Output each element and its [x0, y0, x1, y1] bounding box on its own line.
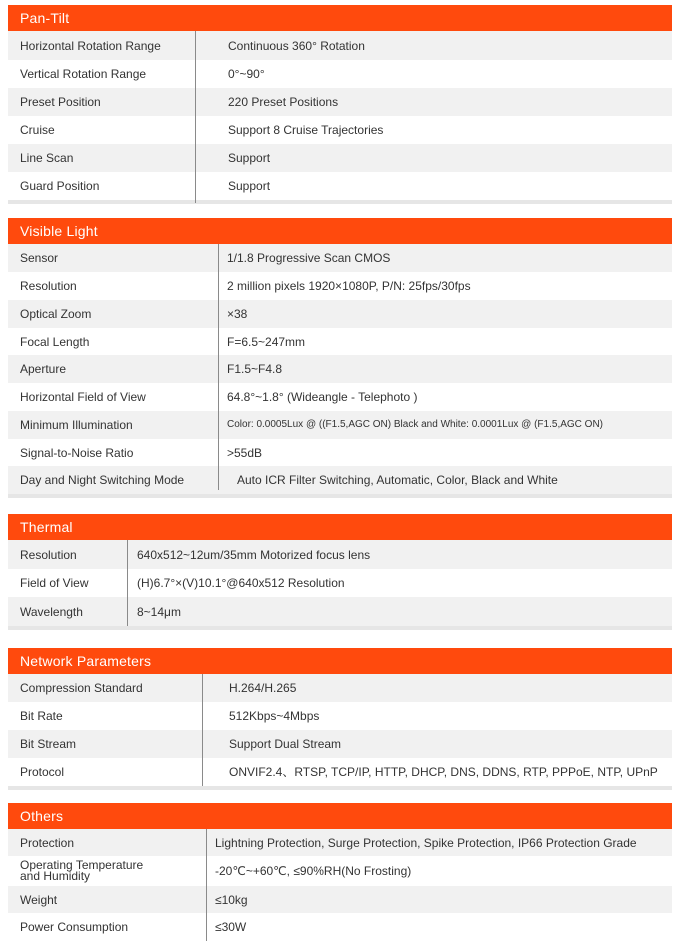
- section-pan-tilt: [8, 5, 672, 204]
- row-label: Compression Standard: [20, 681, 143, 695]
- row-label: Optical Zoom: [20, 307, 92, 321]
- row-label: Resolution: [20, 279, 77, 293]
- section-header: Pan-Tilt: [8, 5, 672, 31]
- row-label: Vertical Rotation Range: [20, 67, 147, 81]
- row-label: Protocol: [20, 765, 65, 779]
- section-footer-bar: [8, 786, 672, 790]
- column-divider: [202, 674, 203, 786]
- table-row: [8, 540, 672, 569]
- section-footer-bar: [8, 200, 672, 204]
- table-row: [8, 244, 672, 272]
- row-label: Aperture: [20, 362, 67, 376]
- row-label: Line Scan: [20, 151, 74, 165]
- row-label: Resolution: [20, 547, 77, 562]
- row-value: ×38: [227, 307, 248, 321]
- table-row: [8, 597, 672, 626]
- section-network-parameters: [8, 648, 672, 790]
- row-label: Horizontal Rotation Range: [20, 38, 161, 53]
- column-divider: [127, 540, 128, 626]
- table-row: [8, 856, 672, 886]
- row-label: Focal Length: [20, 334, 90, 349]
- row-value: 512Kbps~4Mbps: [229, 709, 320, 723]
- column-divider: [206, 829, 207, 941]
- table-row: [8, 31, 672, 60]
- row-value: 64.8°~1.8° (Wideangle - Telephoto ): [227, 390, 418, 404]
- table-row: [8, 758, 672, 786]
- table-row: [8, 383, 672, 411]
- row-label: Day and Night Switching Mode: [20, 473, 185, 487]
- table-row: [8, 569, 672, 597]
- row-value: F1.5~F4.8: [227, 362, 283, 376]
- table-row: [8, 439, 672, 466]
- row-value: Lightning Protection, Surge Protection, Spike Protection, IP66 Protection Grade: [215, 835, 637, 850]
- section-footer-bar: [8, 626, 672, 630]
- row-label: Horizontal Field of View: [20, 390, 146, 404]
- row-label: Bit Rate: [20, 709, 63, 723]
- section-header: Visible Light: [8, 218, 672, 244]
- table-row: [8, 300, 672, 328]
- row-label: Weight: [20, 892, 58, 907]
- table-row: [8, 702, 672, 730]
- section-header: Network Parameters: [8, 648, 672, 674]
- table-row: [8, 355, 672, 383]
- row-value: ≤10kg: [215, 892, 248, 907]
- section-others: [8, 803, 672, 941]
- row-value: 1/1.8 Progressive Scan CMOS: [227, 251, 391, 265]
- row-value: Support: [228, 151, 271, 165]
- row-label: Guard Position: [20, 179, 100, 193]
- section-visible-light: [8, 218, 672, 498]
- row-label: Signal-to-Noise Ratio: [20, 445, 134, 460]
- row-value: F=6.5~247mm: [227, 334, 306, 349]
- table-row: [8, 886, 672, 913]
- table-row: [8, 829, 672, 856]
- row-label: Operating Temperature and Humidity: [20, 858, 144, 883]
- table-row: [8, 466, 672, 494]
- row-label: Power Consumption: [20, 920, 129, 934]
- table-row: [8, 60, 672, 88]
- row-value: Support Dual Stream: [229, 737, 342, 751]
- section-header: Others: [8, 803, 672, 829]
- table-row: [8, 411, 672, 439]
- section-header: Thermal: [8, 514, 672, 540]
- table-row: [8, 730, 672, 758]
- row-label: Cruise: [20, 123, 55, 137]
- row-label: Sensor: [20, 251, 59, 265]
- table-row: [8, 674, 672, 702]
- table-row: [8, 88, 672, 116]
- row-value: Continuous 360° Rotation: [228, 38, 365, 53]
- row-value: >55dB: [227, 445, 263, 460]
- row-value: H.264/H.265: [229, 681, 297, 695]
- row-value: Support 8 Cruise Trajectories: [228, 123, 384, 137]
- row-value: 0°~90°: [228, 67, 265, 81]
- table-row: [8, 172, 672, 200]
- row-value: (H)6.7°×(V)10.1°@640x512 Resolution: [137, 576, 345, 590]
- table-row: [8, 272, 672, 300]
- row-label: Minimum Illumination: [20, 418, 133, 432]
- row-label: Field of View: [20, 576, 89, 590]
- row-value: ≤30W: [215, 920, 247, 934]
- section-footer-bar: [8, 494, 672, 498]
- row-value: 2 million pixels 1920×1080P, P/N: 25fps/30fps: [227, 279, 471, 293]
- column-divider: [195, 31, 196, 203]
- row-label: Wavelength: [20, 604, 83, 619]
- row-label: Preset Position: [20, 95, 101, 109]
- row-value: -20℃~+60℃, ≤90%RH(No Frosting): [215, 864, 412, 878]
- row-value: 220 Preset Positions: [228, 95, 339, 109]
- table-row: [8, 328, 672, 355]
- row-value: 640x512~12um/35mm Motorized focus lens: [137, 547, 371, 562]
- row-value: Color: 0.0005Lux @ ((F1.5,AGC ON) Black and White: 0.0001Lux @ (F1.5,AGC ON): [227, 419, 604, 430]
- row-label: Protection: [20, 835, 75, 850]
- table-row: [8, 116, 672, 144]
- section-thermal: [8, 514, 672, 630]
- row-value: ONVIF2.4、RTSP, TCP/IP, HTTP, DHCP, DNS, DDNS, RTP, PPPoE, NTP, UPnP: [229, 765, 658, 779]
- table-row: [8, 913, 672, 941]
- row-value: 8~14μm: [137, 604, 181, 619]
- row-label: Bit Stream: [20, 737, 77, 751]
- row-value: Auto ICR Filter Switching, Automatic, Color, Black and White: [237, 473, 558, 487]
- row-value: Support: [228, 179, 271, 193]
- column-divider: [218, 244, 219, 490]
- table-row: [8, 144, 672, 172]
